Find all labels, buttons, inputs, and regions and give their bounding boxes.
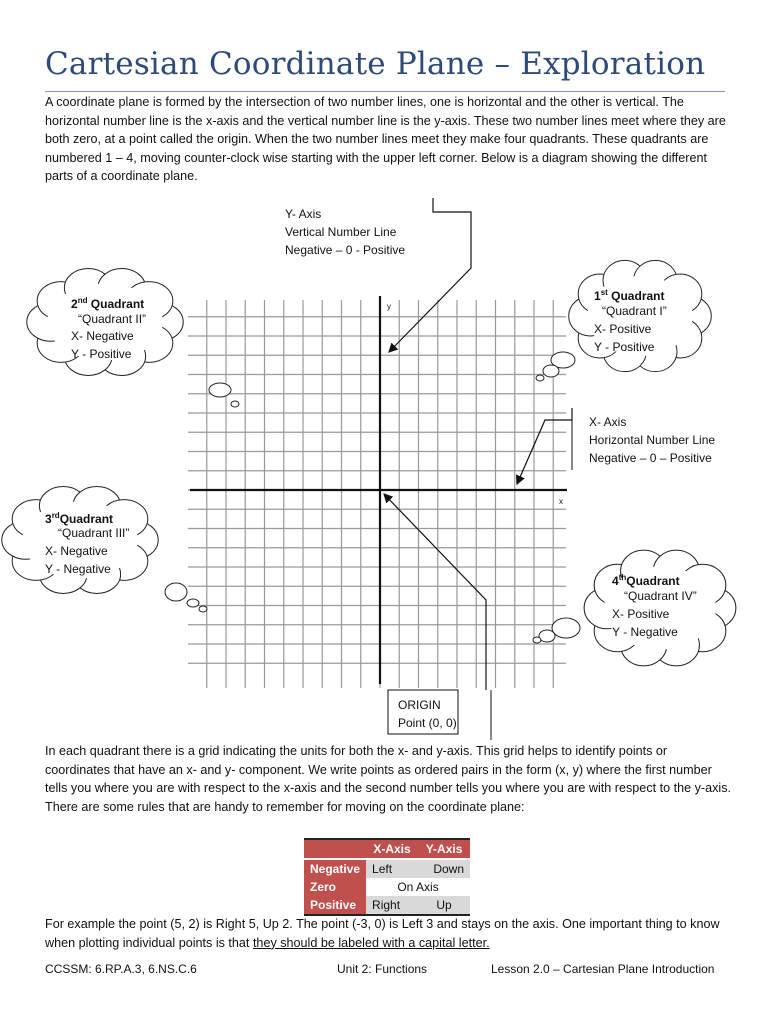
intro-paragraph: A coordinate plane is formed by the intersection of two number lines, one is horizontal and the other is vertical. The horizontal number line is the x-axis and the vertical number line is the y-axis. These two number lines meet where they are both zero, at a point called the origin. When the two number lines meet they make four quadrants. These quadrants are numbered 1 – 4, moving counter-clock wise starting with the upper left corner. Below is a diagram showing the different parts of a coordinate plane. — [45, 95, 726, 184]
footer-lesson: Lesson 2.0 – Cartesian Plane Introduction — [491, 962, 715, 976]
explanation-paragraph: In each quadrant there is a grid indicating the units for both the x- and y-axis. This grid helps to identify points or coordinates that have an x- and y- component. We write points as ordered pairs in the form (x, y) where the first number tells you where you are with respect to the x-axis and the second number tells you where you are with respect to the y-axis. There are some rules that are handy to remember for moving on the coordinate plane: — [45, 744, 732, 814]
thought-bubble-puff — [165, 583, 187, 601]
x-axis-label: x — [559, 497, 563, 506]
thought-bubble-puff — [552, 618, 580, 638]
thought-bubble-puff — [187, 599, 199, 607]
x-callout-arrow — [517, 408, 572, 484]
page-title: Cartesian Coordinate Plane – Exploration — [45, 46, 706, 82]
y-callout-arrow — [389, 198, 471, 352]
axis-direction-table: X-Axis Y-Axis Negative Left Down Zero On Axis Positive Right Up — [304, 838, 470, 916]
footer-unit: Unit 2: Functions — [337, 962, 428, 976]
footer-standards: CCSSM: 6.RP.A.3, 6.NS.C.6 — [45, 962, 197, 976]
thought-bubble-puff — [199, 606, 207, 612]
example-paragraph: For example the point (5, 2) is Right 5, Up 2. The point (-3, 0) is Left 3 and stays on the axis. One important thing to know when plotting individual points is that they should be labeled with a capital letter. — [45, 917, 720, 950]
thought-bubble-puff — [209, 383, 231, 397]
worksheet-page: Cartesian Coordinate Plane – Exploration A coordinate plane is formed by the intersection of two number lines, one is horizontal and the other is vertical. The horizontal number line is the x-axis and the vertical number line is the y-axis. These two number lines meet where they are both zero, at a point called the origin. When the two number lines meet they make four quadrants. These quadrants are numbered 1 – 4, moving counter-clock wise starting with the upper left corner. Below is a diagram showing the different parts of a coordinate plane. y x Y- Axis Vertical Number Line Negative – 0 - Positive X- Axis Horizontal Number Line Negative – 0 – Positive ORIGIN Point (0, 0) 2nd Quadrant “Quadrant II” X- Negative Y - Positive 1st Quadrant “Quadrant I” X- Positive Y - Positive 3rdQuadrant “Quadrant III” X- Negative Y - Negative 4thQuadrant “Quadrant IV” X- Positive Y - Negative In each quadrant there is a grid indicating the units for both the x- and y-axis. This grid helps to identify points or coordinates that have an x- and y- component. We write points as ordered pairs in the form (x, y) where the first number tells you where you are with respect to the x-axis and the second number tells you where you are with respect to the y-axis. There are some rules that are handy to remember for moving on the coordinate plane: X-Axis Y-Axis Negative Left Down Zero On Axis Positive Right Up For example the point (5, 2) is Right 5, Up 2. The point (-3, 0) is Left 3 and stays on the axis. One important thing to know when plotting individual points is that they should be labeled with a capital letter. CCSSM: 6.RP.A.3, 6.NS.C.6 Unit 2: Functions Lesson 2.0 – Cartesian Plane Introduction — [0, 0, 768, 1024]
thought-bubble-puff — [543, 365, 559, 377]
thought-bubble-puff — [533, 637, 541, 643]
y-axis-label: y — [387, 302, 391, 311]
thought-bubble-puff — [536, 375, 544, 381]
thought-bubble-puff — [231, 401, 239, 407]
